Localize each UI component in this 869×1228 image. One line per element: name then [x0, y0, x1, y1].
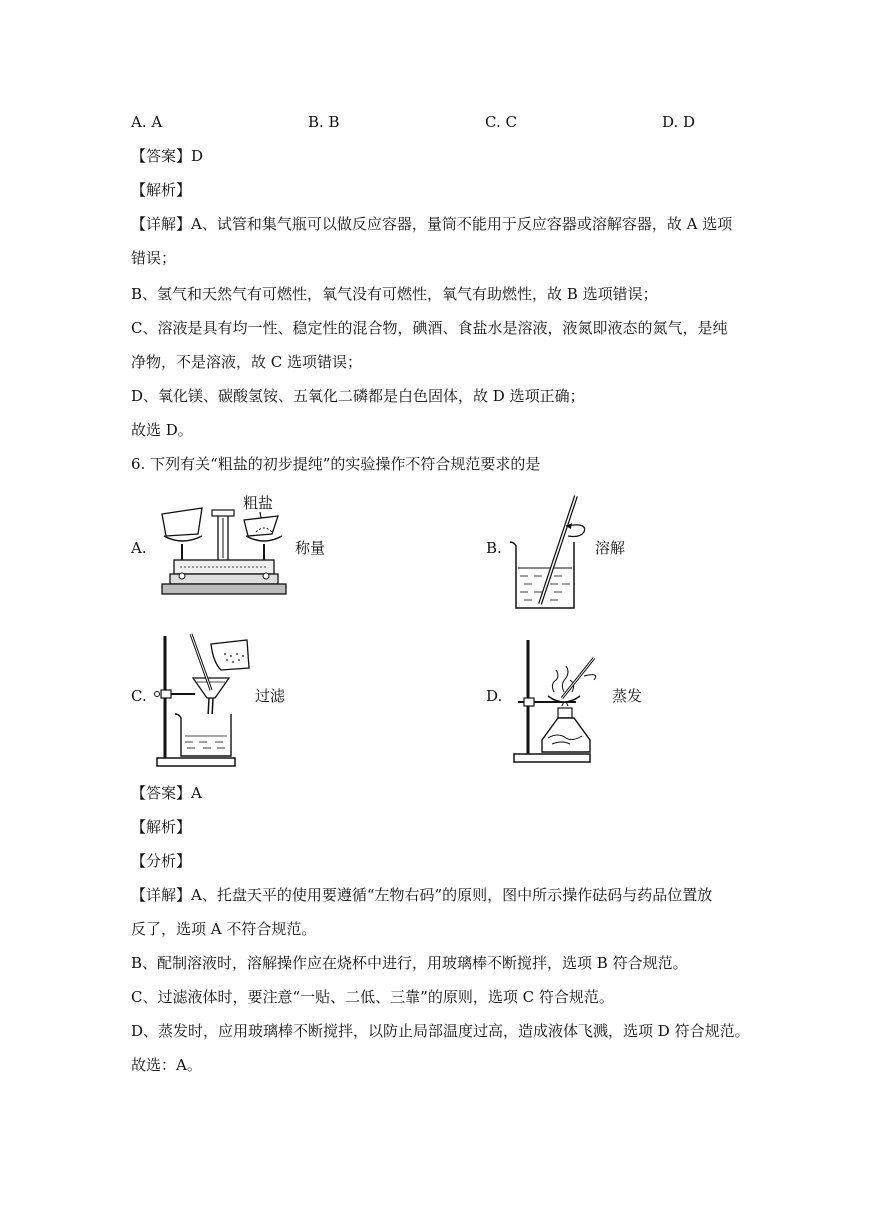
q6-detail-line-6: 故选：A。 [131, 1056, 202, 1074]
q6-detail-line-4: C、过滤液体时，要注意“一贴、二低、三靠”的原则，选项 C 符合规范。 [131, 988, 614, 1006]
evaporation-illustration [512, 636, 607, 768]
figure-a-caption: 称量 [295, 539, 326, 557]
q5-detail-line-5: 净物，不是溶液，故 C 选项错误； [131, 353, 363, 371]
q6-analysis-tag: 【解析】 [131, 818, 192, 836]
detail-tag: 【详解】 [131, 886, 192, 904]
answer-value: A [191, 784, 202, 802]
balance-illustration [160, 490, 290, 602]
q6-question: 6. 下列有关“粗盐的初步提纯”的实验操作不符合规范要求的是 [131, 455, 541, 473]
q6-detail-line-2: 反了，选项 A 不符合规范。 [131, 920, 317, 938]
q5-detail-line-6: D、氧化镁、碳酸氢铵、五氧化二磷都是白色固体，故 D 选项正确； [131, 387, 585, 405]
option-b: B. B [308, 113, 340, 131]
figure-a-letter: A. [131, 539, 147, 557]
q5-detail-line-2: 错误； [131, 249, 177, 267]
q6-detail-line-3: B、配制溶液时，溶解操作应在烧杯中进行，用玻璃棒不断搅拌，选项 B 符合规范。 [131, 954, 688, 972]
option-c: C. C [485, 113, 517, 131]
figure-d-caption: 蒸发 [612, 687, 643, 705]
q6-answer-line [131, 782, 202, 804]
q5-answer-line [131, 145, 203, 167]
figure-c-letter: C. [131, 687, 147, 705]
q5-analysis-tag: 【解析】 [131, 181, 192, 199]
q5-detail-line-1: 【详解】A、试管和集气瓶可以做反应容器，量筒不能用于反应容器或溶解容器，故 A 选项 [131, 215, 733, 233]
q5-detail-line-3: B、氢气和天然气有可燃性，氧气没有可燃性，氧气有助燃性，故 B 选项错误； [131, 285, 658, 303]
q6-analysis-sub: 【分析】 [131, 852, 192, 870]
q5-detail-line-4: C、溶液是具有均一性、稳定性的混合物，碘酒、食盐水是溶液，液氮即液态的氮气，是纯 [131, 319, 728, 337]
figure-b-caption: 溶解 [595, 539, 626, 557]
option-d: D. D [662, 113, 696, 131]
option-a: A. A [131, 113, 163, 131]
q6-detail-line-5: D、蒸发时，应用玻璃棒不断搅拌，以防止局部温度过高，造成液体飞溅，选项 D 符合规范。 [131, 1022, 750, 1040]
figure-b-letter: B. [486, 539, 502, 557]
q5-detail-line-7: 故选 D。 [131, 421, 193, 439]
answer-tag: 【答案】 [131, 784, 192, 802]
filtration-illustration [155, 632, 255, 772]
crude-salt-annotation: 粗盐 [243, 494, 274, 512]
figure-d-letter: D. [486, 687, 503, 705]
detail-tag: 【详解】 [131, 215, 192, 233]
answer-value: D [191, 147, 204, 165]
answer-tag: 【答案】 [131, 147, 192, 165]
q6-detail-line-1: 【详解】A、托盘天平的使用要遵循“左物右码”的原则，图中所示操作砝码与药品位置放 [131, 886, 713, 904]
figure-c-caption: 过滤 [255, 687, 286, 705]
